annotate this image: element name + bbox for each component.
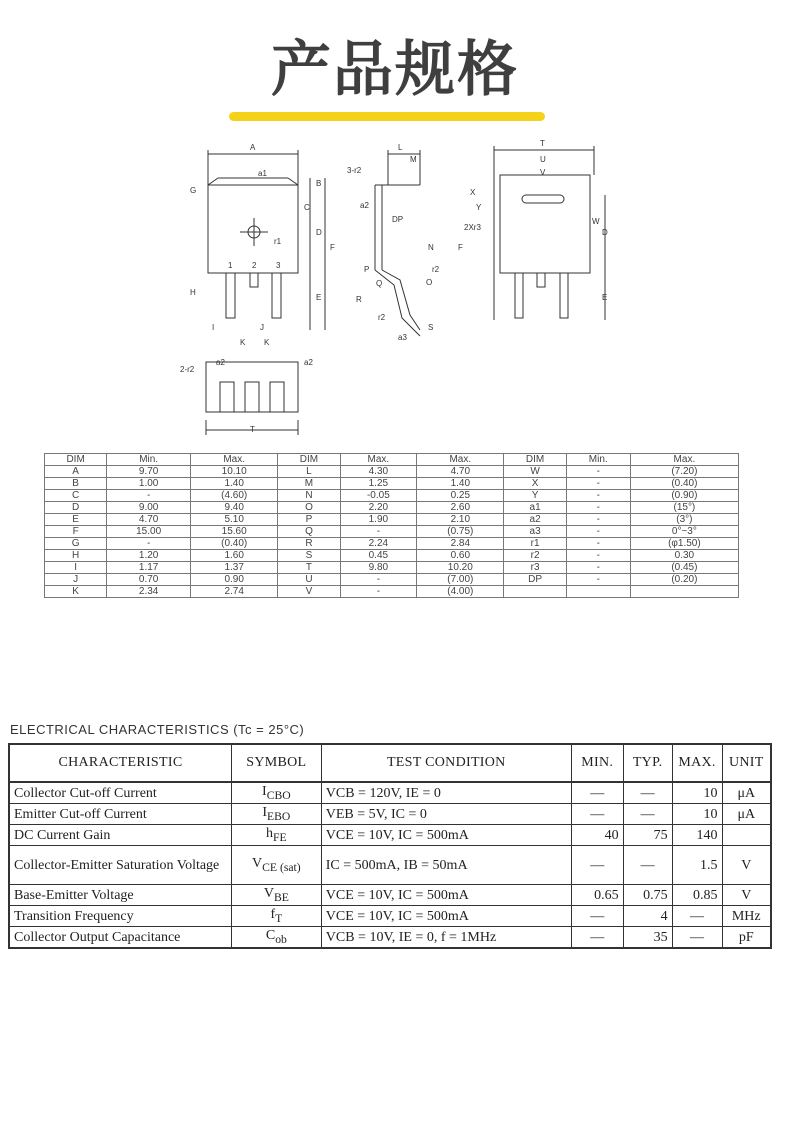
dimension-table-cell: -: [566, 490, 630, 502]
dim-header-cell: Max.: [630, 454, 738, 466]
dimension-table-cell: 10.20: [417, 562, 504, 574]
ec-min-cell: [571, 782, 623, 804]
dimension-table-cell: 2.84: [417, 538, 504, 550]
ec-header-cell: UNIT: [722, 744, 771, 782]
dimension-table-cell: E: [45, 514, 107, 526]
dimension-table-cell: -: [340, 526, 417, 538]
dimension-table-cell: 1.60: [191, 550, 278, 562]
dimension-table-cell: r3: [504, 562, 566, 574]
dimension-table-cell: (φ1.50): [630, 538, 738, 550]
ec-condition-cell: [321, 906, 571, 927]
dimension-table-cell: [630, 586, 738, 598]
dimension-table-cell: 1.17: [107, 562, 191, 574]
dimension-table-cell: Y: [504, 490, 566, 502]
condition-text: VCE = 10V, IC = 500mA: [325, 827, 469, 843]
dimension-table-cell: K: [45, 586, 107, 598]
ec-table-row: [9, 782, 771, 804]
max-value: 10: [703, 785, 718, 801]
ec-min-cell: [571, 906, 623, 927]
ec-unit-cell: [722, 825, 771, 846]
symbol-text: f: [270, 906, 276, 922]
dimension-table-row: [45, 478, 739, 490]
svg-text:M: M: [410, 155, 417, 164]
typ-value: —: [640, 857, 655, 873]
dimension-table-cell: 0.60: [417, 550, 504, 562]
dim-header-cell: Min.: [107, 454, 191, 466]
dimension-table-cell: (0.90): [630, 490, 738, 502]
dimension-table-cell: 1.40: [191, 478, 278, 490]
characteristic-text: Collector Cut-off Current: [14, 785, 157, 801]
min-value: —: [590, 908, 605, 924]
condition-text: VCE = 10V, IC = 500mA: [325, 887, 469, 903]
ec-min-cell: [571, 885, 623, 906]
dimension-table-cell: r2: [504, 550, 566, 562]
min-value: —: [590, 929, 605, 945]
svg-text:a1: a1: [258, 169, 267, 178]
ec-unit-cell: [722, 927, 771, 949]
dimension-table-cell: 4.70: [417, 466, 504, 478]
dimension-table-cell: T: [278, 562, 340, 574]
characteristic-text: Collector Output Capacitance: [14, 929, 181, 945]
dimension-table-cell: (0.40): [630, 478, 738, 490]
ec-unit-cell: [722, 885, 771, 906]
ec-characteristic-cell: [9, 804, 231, 825]
svg-text:E: E: [316, 293, 322, 302]
symbol-text: V: [252, 855, 263, 871]
symbol-subscript: FE: [273, 830, 287, 844]
dimension-table-cell: O: [278, 502, 340, 514]
dimension-table-cell: -: [340, 586, 417, 598]
dimension-table-row: [45, 550, 739, 562]
svg-text:r1: r1: [274, 237, 282, 246]
symbol-text: h: [266, 825, 274, 841]
dimension-table-cell: (0.75): [417, 526, 504, 538]
symbol-text: I: [262, 804, 268, 820]
ec-symbol-cell: [231, 927, 321, 949]
dimension-table-cell: A: [45, 466, 107, 478]
symbol-subscript: ob: [275, 932, 287, 946]
characteristic-text: Transition Frequency: [14, 908, 134, 924]
dimension-table-row: [45, 586, 739, 598]
characteristic-text: Emitter Cut-off Current: [14, 806, 147, 822]
svg-text:T: T: [250, 425, 255, 434]
dimension-table-cell: 15.60: [191, 526, 278, 538]
ec-characteristic-cell: [9, 825, 231, 846]
dimension-table-row: [45, 526, 739, 538]
ec-typ-cell: [623, 846, 672, 885]
dimension-table-cell: U: [278, 574, 340, 586]
dimension-table-cell: -: [566, 478, 630, 490]
max-value: 10: [703, 806, 718, 822]
ec-typ-cell: [623, 782, 672, 804]
symbol-text: I: [262, 783, 267, 799]
dimension-table-cell: -: [340, 574, 417, 586]
dimension-table-row: [45, 574, 739, 586]
dimension-table-cell: 0.25: [417, 490, 504, 502]
max-value: —: [690, 908, 705, 924]
ec-header-cell: CHARACTERISTIC: [9, 744, 231, 782]
dimension-table-cell: -: [566, 466, 630, 478]
svg-text:E: E: [602, 293, 608, 302]
dimension-table-cell: N: [278, 490, 340, 502]
dimension-table-cell: (4.60): [191, 490, 278, 502]
condition-text: VCB = 120V, IE = 0: [325, 785, 441, 801]
dimension-table-cell: G: [45, 538, 107, 550]
ec-table-body: [9, 744, 771, 948]
unit-value: μA: [737, 806, 756, 822]
max-value: 1.5: [700, 857, 718, 873]
ec-symbol-cell: [231, 804, 321, 825]
dimension-table-cell: R: [278, 538, 340, 550]
dimension-table-cell: (4.00): [417, 586, 504, 598]
dimension-table-cell: -: [566, 550, 630, 562]
dimension-table-cell: D: [45, 502, 107, 514]
dimension-table-cell: (0.45): [630, 562, 738, 574]
svg-text:3-r2: 3-r2: [347, 166, 362, 175]
ec-unit-cell: [722, 782, 771, 804]
typ-value: 0.75: [643, 887, 668, 903]
dimension-table-cell: (0.20): [630, 574, 738, 586]
svg-text:a2: a2: [304, 358, 313, 367]
dimension-table-cell: 0.45: [340, 550, 417, 562]
front-view-body: [208, 185, 298, 273]
dimension-table-cell: S: [278, 550, 340, 562]
svg-text:3: 3: [276, 261, 281, 270]
min-value: —: [590, 806, 605, 822]
dimension-table-cell: B: [45, 478, 107, 490]
ec-typ-cell: [623, 825, 672, 846]
dimension-table-cell: W: [504, 466, 566, 478]
svg-text:r2: r2: [432, 265, 440, 274]
svg-text:U: U: [540, 155, 546, 164]
dimension-table-cell: L: [278, 466, 340, 478]
ec-table-row: [9, 804, 771, 825]
svg-text:O: O: [426, 278, 433, 287]
ec-typ-cell: [623, 906, 672, 927]
ec-condition-cell: [321, 782, 571, 804]
symbol-subscript: T: [275, 911, 283, 925]
dimension-table-cell: (0.40): [191, 538, 278, 550]
svg-text:a3: a3: [398, 333, 407, 342]
symbol-subscript: CBO: [266, 788, 291, 802]
dimension-table-cell: 2.74: [191, 586, 278, 598]
unit-value: V: [741, 857, 752, 873]
dimension-table: [44, 453, 739, 598]
title-underline: [229, 112, 545, 121]
dimension-table-cell: 1.00: [107, 478, 191, 490]
dimension-table-cell: 9.80: [340, 562, 417, 574]
ec-symbol-cell: [231, 825, 321, 846]
dimension-table-cell: J: [45, 574, 107, 586]
ec-header-cell: MAX.: [672, 744, 722, 782]
svg-text:R: R: [356, 295, 362, 304]
dimension-table-header: [45, 454, 739, 466]
ec-table-row: [9, 885, 771, 906]
dimension-table-cell: -: [566, 526, 630, 538]
dimension-table-row: [45, 466, 739, 478]
characteristic-text: Collector-Emitter Saturation Voltage: [14, 857, 220, 873]
typ-value: 35: [653, 929, 668, 945]
dimension-table-cell: a2: [504, 514, 566, 526]
dimension-table-cell: [566, 586, 630, 598]
ec-max-cell: [672, 885, 722, 906]
ec-header-cell: SYMBOL: [231, 744, 321, 782]
characteristic-text: Base-Emitter Voltage: [14, 887, 134, 903]
dim-header-cell: Max.: [191, 454, 278, 466]
dim-header-cell: Min.: [566, 454, 630, 466]
ec-max-cell: [672, 825, 722, 846]
dimension-table-cell: (7.00): [417, 574, 504, 586]
svg-text:I: I: [212, 323, 215, 332]
dimension-table-cell: a1: [504, 502, 566, 514]
ec-table-row: [9, 906, 771, 927]
ec-min-cell: [571, 825, 623, 846]
ec-min-cell: [571, 846, 623, 885]
dimension-table-cell: P: [278, 514, 340, 526]
svg-text:Q: Q: [376, 279, 383, 288]
ec-condition-cell: [321, 804, 571, 825]
svg-text:C: C: [304, 203, 310, 212]
ec-min-cell: [571, 804, 623, 825]
svg-text:S: S: [428, 323, 434, 332]
dimension-table-cell: X: [504, 478, 566, 490]
svg-text:F: F: [330, 243, 335, 252]
ec-header-cell: MIN.: [571, 744, 623, 782]
ec-condition-cell: [321, 846, 571, 885]
svg-text:K: K: [264, 338, 270, 347]
svg-text:W: W: [592, 217, 600, 226]
dimension-table-cell: -: [566, 538, 630, 550]
dimension-table-cell: Q: [278, 526, 340, 538]
electrical-characteristics-table: [8, 743, 772, 949]
dimension-table-cell: M: [278, 478, 340, 490]
ec-unit-cell: [722, 846, 771, 885]
dimension-table-cell: -: [566, 574, 630, 586]
dimension-table-cell: 15.00: [107, 526, 191, 538]
dimension-table-cell: 9.70: [107, 466, 191, 478]
symbol-text: C: [265, 927, 276, 943]
ec-condition-cell: [321, 927, 571, 949]
unit-value: pF: [738, 929, 754, 945]
page-title: 产品规格: [271, 35, 519, 105]
min-value: —: [590, 785, 605, 801]
ec-max-cell: [672, 906, 722, 927]
svg-text:D: D: [316, 228, 322, 237]
dimension-table-cell: 0.30: [630, 550, 738, 562]
dimension-table-cell: 2.10: [417, 514, 504, 526]
unit-value: V: [741, 887, 752, 903]
svg-text:2Xr3: 2Xr3: [464, 223, 481, 232]
svg-text:P: P: [364, 265, 370, 274]
dimension-table-row: [45, 490, 739, 502]
ec-typ-cell: [623, 885, 672, 906]
dimension-table-cell: 2.60: [417, 502, 504, 514]
unit-value: MHz: [731, 908, 761, 924]
svg-text:G: G: [190, 186, 197, 195]
dimension-table-cell: (7.20): [630, 466, 738, 478]
svg-text:X: X: [470, 188, 476, 197]
dimension-table-cell: -: [566, 562, 630, 574]
dimension-table-cell: 2.34: [107, 586, 191, 598]
ec-condition-cell: [321, 885, 571, 906]
ec-characteristic-cell: [9, 885, 231, 906]
dimension-table-cell: 2.20: [340, 502, 417, 514]
dimension-table-cell: I: [45, 562, 107, 574]
unit-value: μA: [737, 785, 756, 801]
dimension-table-cell: 4.70: [107, 514, 191, 526]
svg-text:V: V: [540, 168, 546, 177]
dimension-table-cell: 1.40: [417, 478, 504, 490]
dimension-table-cell: 9.00: [107, 502, 191, 514]
typ-value: —: [640, 806, 655, 822]
dim-header-cell: Max.: [417, 454, 504, 466]
dimension-table-cell: -0.05: [340, 490, 417, 502]
ec-symbol-cell: [231, 846, 321, 885]
ec-table-row: [9, 825, 771, 846]
ec-characteristic-cell: [9, 906, 231, 927]
svg-text:1: 1: [228, 261, 233, 270]
package-outline-svg: [170, 140, 630, 445]
dimension-table-cell: 10.10: [191, 466, 278, 478]
dimension-table-cell: 5.10: [191, 514, 278, 526]
svg-text:T: T: [540, 140, 545, 148]
ec-header-cell: TEST CONDITION: [321, 744, 571, 782]
characteristic-text: DC Current Gain: [14, 827, 111, 843]
svg-text:a2: a2: [216, 358, 225, 367]
min-value: 0.65: [594, 887, 619, 903]
ec-header-cell: TYP.: [623, 744, 672, 782]
ec-max-cell: [672, 804, 722, 825]
svg-text:2-r2: 2-r2: [180, 365, 195, 374]
ec-max-cell: [672, 846, 722, 885]
svg-text:A: A: [250, 143, 256, 152]
ec-unit-cell: [722, 906, 771, 927]
dimension-table-body: [45, 454, 739, 598]
ec-max-cell: [672, 927, 722, 949]
dimension-table-cell: C: [45, 490, 107, 502]
ec-table-row: [9, 927, 771, 949]
dimension-table-cell: H: [45, 550, 107, 562]
max-value: —: [690, 929, 705, 945]
dimension-table-cell: DP: [504, 574, 566, 586]
dimension-table-cell: -: [566, 502, 630, 514]
ec-symbol-cell: [231, 885, 321, 906]
dimension-table-cell: 9.40: [191, 502, 278, 514]
dimension-table-cell: 1.37: [191, 562, 278, 574]
svg-text:2: 2: [252, 261, 257, 270]
min-value: 40: [604, 827, 619, 843]
dimension-table-cell: 1.25: [340, 478, 417, 490]
dimension-table-cell: -: [566, 514, 630, 526]
ec-characteristic-cell: [9, 782, 231, 804]
ec-unit-cell: [722, 804, 771, 825]
ec-max-cell: [672, 782, 722, 804]
dimension-table-cell: F: [45, 526, 107, 538]
svg-text:B: B: [316, 179, 322, 188]
dimension-table-cell: a3: [504, 526, 566, 538]
symbol-subscript: BE: [273, 890, 289, 904]
dimension-table-cell: 2.24: [340, 538, 417, 550]
typ-value: 4: [660, 908, 668, 924]
condition-text: VEB = 5V, IC = 0: [325, 806, 427, 822]
dimension-table-cell: (15°): [630, 502, 738, 514]
svg-text:a2: a2: [360, 201, 369, 210]
dimension-table-cell: 0.90: [191, 574, 278, 586]
back-view-body: [500, 175, 590, 273]
dimension-table-cell: V: [278, 586, 340, 598]
symbol-subscript: EBO: [267, 809, 291, 823]
dimension-table-row: [45, 502, 739, 514]
min-value: —: [590, 857, 605, 873]
typ-value: —: [640, 785, 655, 801]
symbol-subscript: CE (sat): [262, 860, 301, 874]
dimension-table-cell: -: [107, 490, 191, 502]
package-outline-drawing: [170, 140, 630, 445]
condition-text: VCB = 10V, IE = 0, f = 1MHz: [325, 929, 497, 945]
dimension-table-row: [45, 538, 739, 550]
svg-text:DP: DP: [392, 215, 404, 224]
condition-text: IC = 500mA, IB = 50mA: [325, 857, 468, 873]
dim-header-cell: DIM: [504, 454, 566, 466]
ec-header-row: [9, 744, 771, 782]
svg-text:D: D: [602, 228, 608, 237]
svg-text:r2: r2: [378, 313, 386, 322]
dim-header-cell: DIM: [278, 454, 340, 466]
dimension-table-cell: (3°): [630, 514, 738, 526]
dimension-table-row: [45, 562, 739, 574]
svg-text:Y: Y: [476, 203, 482, 212]
ec-min-cell: [571, 927, 623, 949]
max-value: 0.85: [693, 887, 718, 903]
ec-typ-cell: [623, 804, 672, 825]
typ-value: 75: [653, 827, 668, 843]
ec-symbol-cell: [231, 906, 321, 927]
dim-header-cell: DIM: [45, 454, 107, 466]
dimension-table-cell: r1: [504, 538, 566, 550]
svg-text:N: N: [428, 243, 434, 252]
dimension-table-cell: 0°~3°: [630, 526, 738, 538]
svg-text:J: J: [260, 323, 264, 332]
ec-characteristic-cell: [9, 927, 231, 949]
svg-text:L: L: [398, 143, 403, 152]
dimension-table-cell: -: [107, 538, 191, 550]
ec-table-row: [9, 846, 771, 885]
ec-typ-cell: [623, 927, 672, 949]
electrical-characteristics-title: ELECTRICAL CHARACTERISTICS (Tc = 25°C): [10, 722, 305, 737]
svg-text:F: F: [458, 243, 463, 252]
dimension-table-cell: [504, 586, 566, 598]
ec-symbol-cell: [231, 782, 321, 804]
ec-condition-cell: [321, 825, 571, 846]
svg-text:K: K: [240, 338, 246, 347]
dimension-table-cell: 1.90: [340, 514, 417, 526]
ec-characteristic-cell: [9, 846, 231, 885]
max-value: 140: [696, 827, 718, 843]
svg-text:H: H: [190, 288, 196, 297]
dimension-table-cell: 1.20: [107, 550, 191, 562]
symbol-text: V: [263, 885, 274, 901]
dim-header-cell: Max.: [340, 454, 417, 466]
dimension-table-cell: 4.30: [340, 466, 417, 478]
dimension-table-row: [45, 514, 739, 526]
condition-text: VCE = 10V, IC = 500mA: [325, 908, 469, 924]
dimension-table-cell: 0.70: [107, 574, 191, 586]
